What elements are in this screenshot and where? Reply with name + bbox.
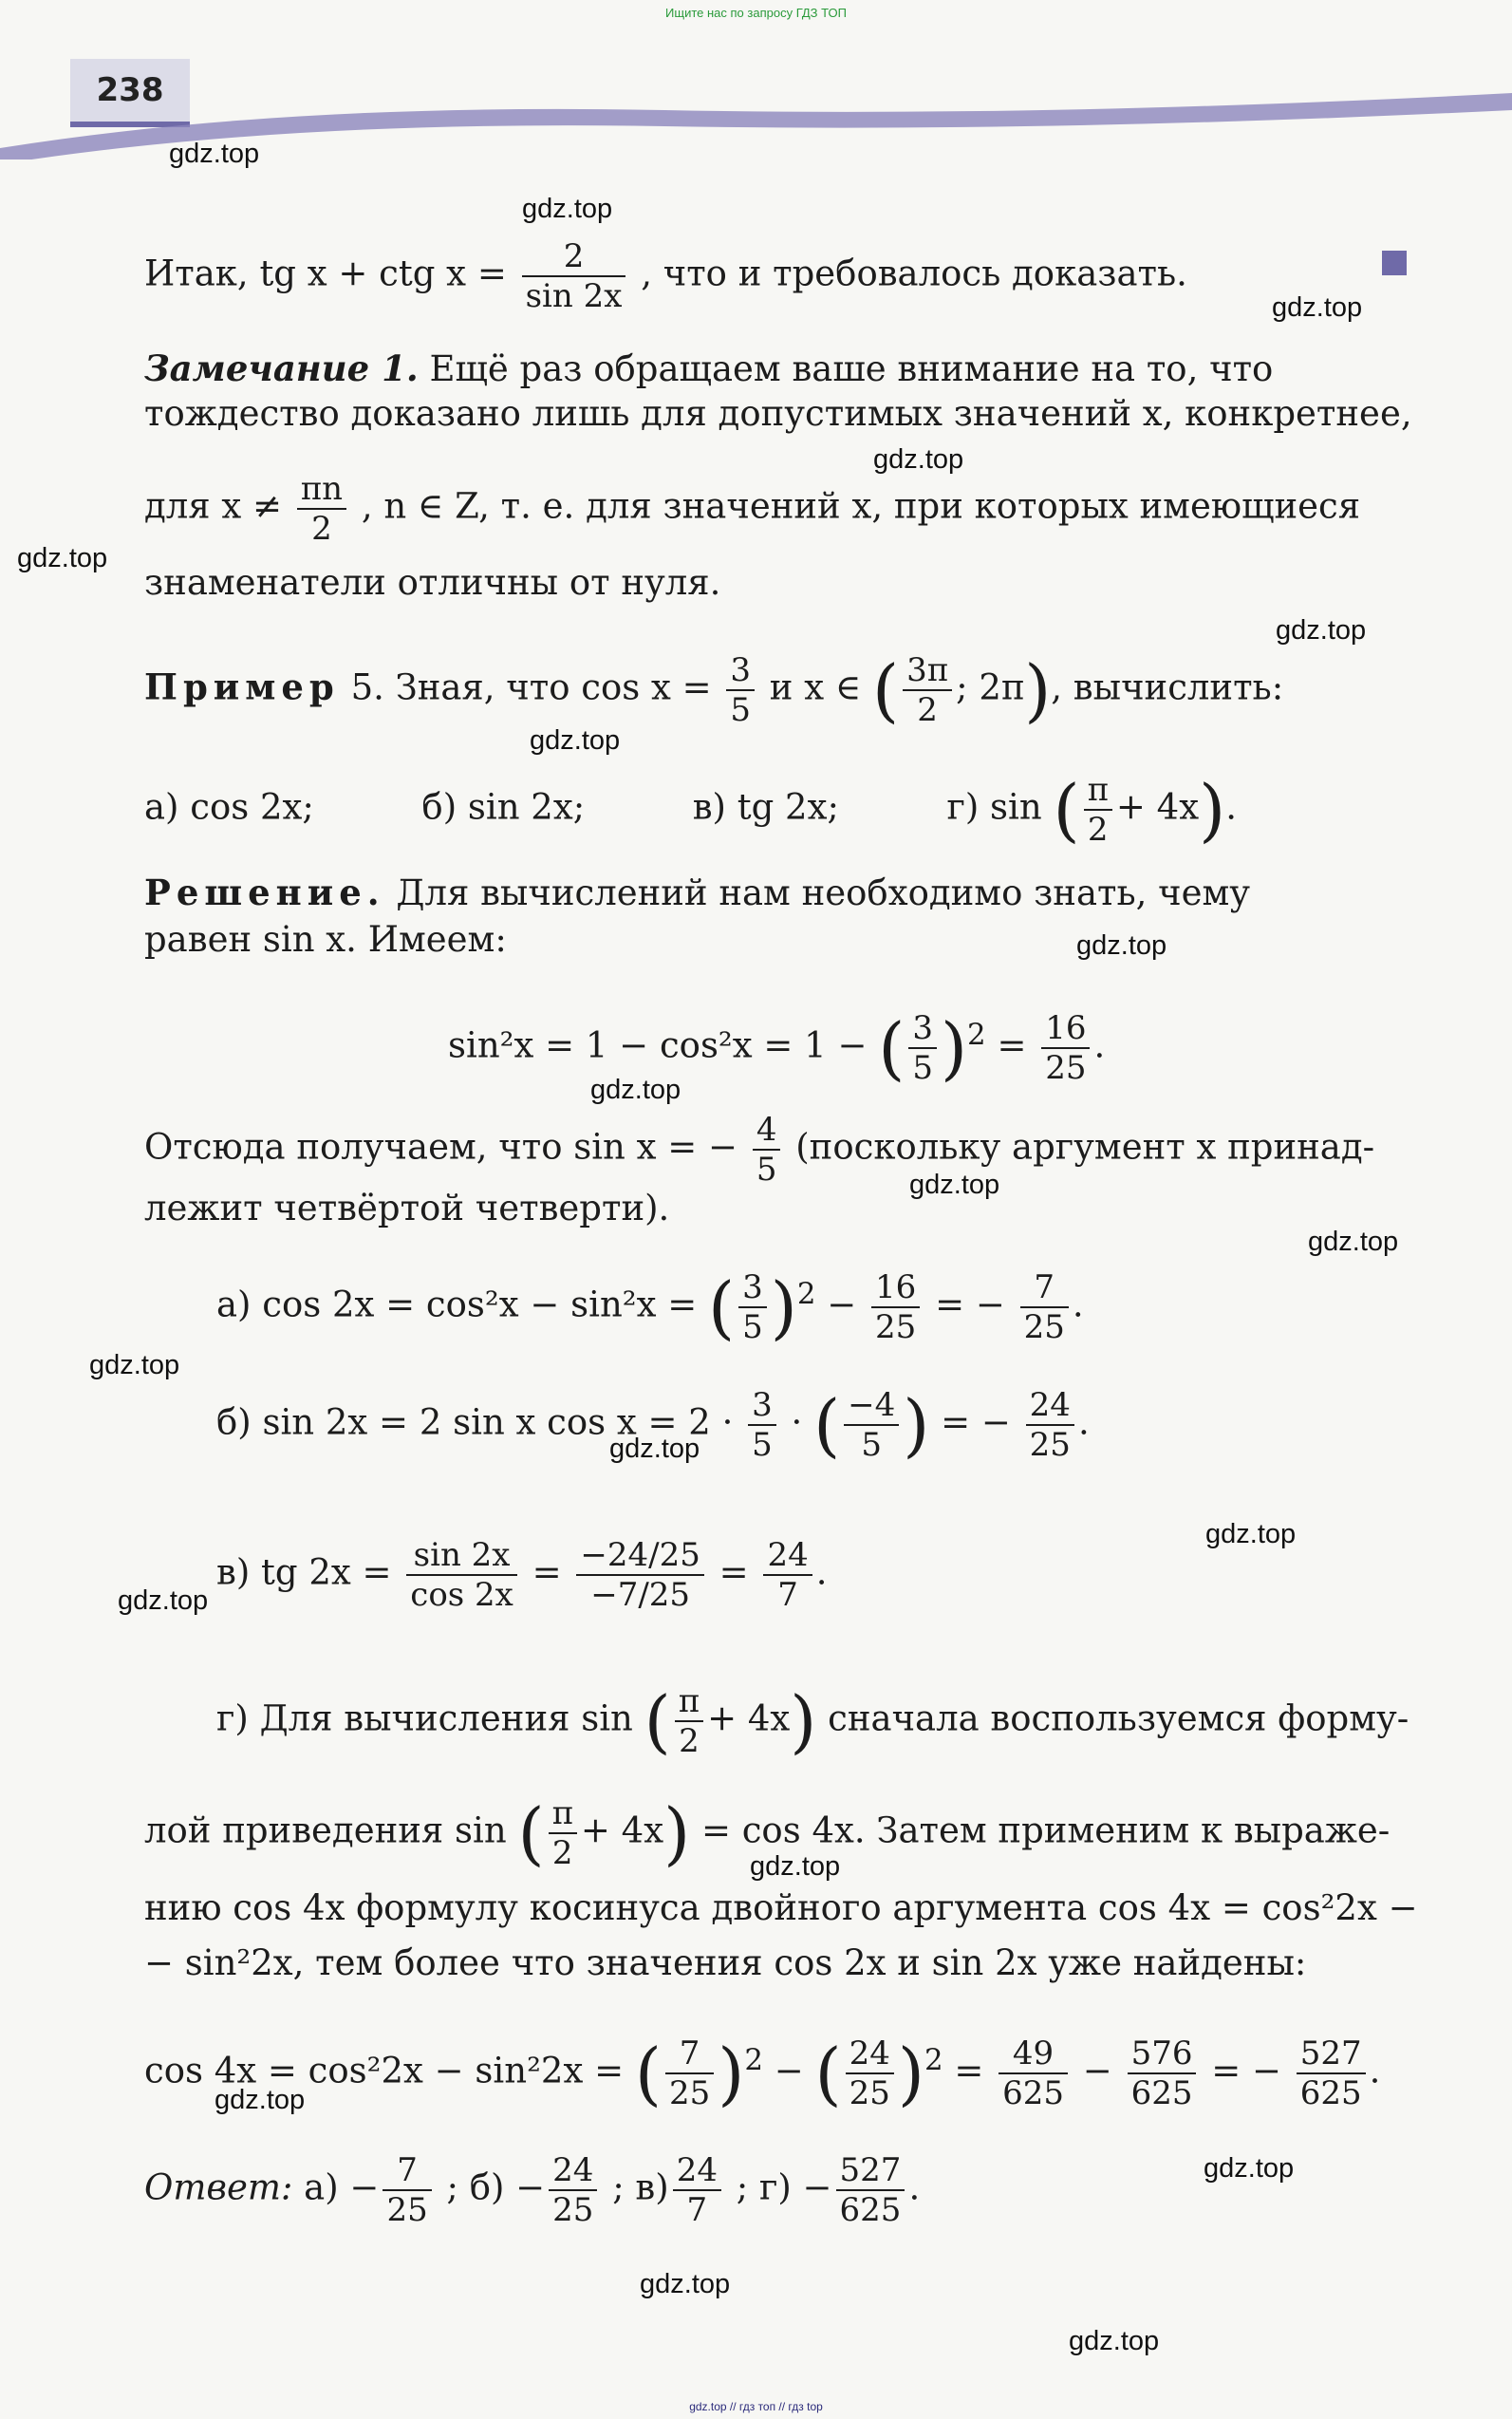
- answer-a-derivation: а) cos 2x = cos²x − sin²x = ( $\frac{3}{5}$ )$^2$ − $\frac{16}{25}$ = − $\frac{7}{25}$ .: [216, 1266, 1084, 1347]
- answer-b-derivation: б) sin 2x = 2 sin x cos x = 2 · $\frac{3}{5}$ · ( $\frac{-4}{5}$ ) = − $\frac{24}{25}$ .: [216, 1385, 1090, 1465]
- watermark: gdz.top: [530, 725, 621, 756]
- remark-title: Замечание 1.: [144, 347, 419, 389]
- conclusion-line: Итак, tg x + ctg x = $\frac{2}{\sin 2x}$ , что и требовалось доказать.: [144, 237, 1187, 315]
- watermark: gdz.top: [909, 1170, 1000, 1200]
- qed-square: [1382, 251, 1407, 275]
- remark-line-3: для x ≠ $\frac{\pi n}{2}$ , n ∈ Z, т. е. для значений x, при которых имеющиеся: [144, 470, 1361, 548]
- answer-label: Ответ:: [144, 2166, 293, 2208]
- watermark: gdz.top: [169, 139, 260, 169]
- answer-line: Ответ: а) − $\frac{7}{25}$ ; б) − $\frac{24}{25}$ ; в) $\frac{24}{7}$ ; г) − $\frac{527}{625}$ .: [144, 2151, 921, 2229]
- part-d-line-1: г) Для вычисления sin ( $\frac{\pi}{2}$ + 4x) сначала воспользуемся форму-: [216, 1681, 1409, 1761]
- watermark: gdz.top: [1308, 1227, 1399, 1257]
- watermark: gdz.top: [1069, 2326, 1160, 2356]
- solution-line-1: Решение. Для вычислений нам необходимо знать, чему: [144, 872, 1251, 913]
- watermark: gdz.top: [590, 1075, 681, 1105]
- example-title: Пример: [144, 666, 340, 708]
- part-d-line-3: нию cos 4x формулу косинуса двойного аргумента cos 4x = cos²2x −: [144, 1887, 1418, 1928]
- watermark: gdz.top: [640, 2269, 731, 2299]
- remark-line-4: знаменатели отличны от нуля.: [144, 562, 721, 603]
- tasks-line: а) cos 2x; б) sin 2x; в) tg 2x; г) sin ( $\frac{\pi}{2}$ + 4x).: [144, 770, 1237, 850]
- watermark: gdz.top: [17, 543, 108, 573]
- hence-line-1: Отсюда получаем, что sin x = − $\frac{4}{5}$ (поскольку аргумент x принад-: [144, 1111, 1375, 1189]
- sin-square-eq: sin²x = 1 − cos²x = 1 − ( $\frac{3}{5}$ )$^2$ = $\frac{16}{25}$ .: [448, 1007, 1106, 1088]
- solution-title: Решение.: [144, 872, 385, 913]
- watermark: gdz.top: [522, 194, 613, 224]
- example-line: Пример 5. Зная, что cos x = $\frac{3}{5}$ и x ∈ ( $\frac{3\pi}{2}$ ; 2π), вычислить:: [144, 650, 1284, 730]
- top-banner: Ищите нас по запросу ГДЗ ТОП: [665, 6, 847, 20]
- part-d-line-2: лой приведения sin ( $\frac{\pi}{2}$ + 4x) = cos 4x. Затем применим к выраже-: [144, 1793, 1391, 1873]
- remark-line-2: тождество доказано лишь для допустимых значений x, конкретнее,: [144, 393, 1412, 434]
- watermark: gdz.top: [215, 2085, 306, 2115]
- page-number: 238: [96, 71, 164, 109]
- answer-c-derivation: в) tg 2x = $\frac{\sin 2x}{\cos 2x}$ = $\frac{-24/25}{-7/25}$ = $\frac{24}{7}$ .: [216, 1536, 828, 1614]
- cos4-derivation: cos 4x = cos²2x − sin²2x = ( $\frac{7}{25}$ )$^2$ − ( $\frac{24}{25}$ )$^2$ = $\frac{49}{625}$ − $\frac{576}{625}$ = − $\frac{527}{625}$ .: [144, 2033, 1381, 2113]
- watermark: gdz.top: [118, 1585, 209, 1616]
- watermark: gdz.top: [1276, 615, 1367, 646]
- hence-line-2: лежит четвёртой четверти).: [144, 1188, 670, 1228]
- bottom-banner: gdz.top // гдз топ // гдз top: [689, 2400, 823, 2413]
- watermark: gdz.top: [1272, 292, 1363, 323]
- part-d-line-4: − sin²2x, тем более что значения cos 2x и sin 2x уже найдены:: [144, 1942, 1307, 1983]
- watermark: gdz.top: [1204, 2153, 1295, 2184]
- watermark: gdz.top: [609, 1434, 700, 1464]
- watermark: gdz.top: [1205, 1519, 1297, 1549]
- watermark: gdz.top: [873, 444, 964, 475]
- watermark: gdz.top: [89, 1350, 180, 1380]
- watermark: gdz.top: [750, 1851, 841, 1882]
- solution-line-2: равен sin x. Имеем:: [144, 919, 507, 960]
- fraction: $\frac{2}{\sin 2x}$: [522, 237, 626, 315]
- remark-line-1: Замечание 1. Ещё раз обращаем ваше внимание на то, что: [144, 347, 1274, 389]
- watermark: gdz.top: [1076, 930, 1167, 961]
